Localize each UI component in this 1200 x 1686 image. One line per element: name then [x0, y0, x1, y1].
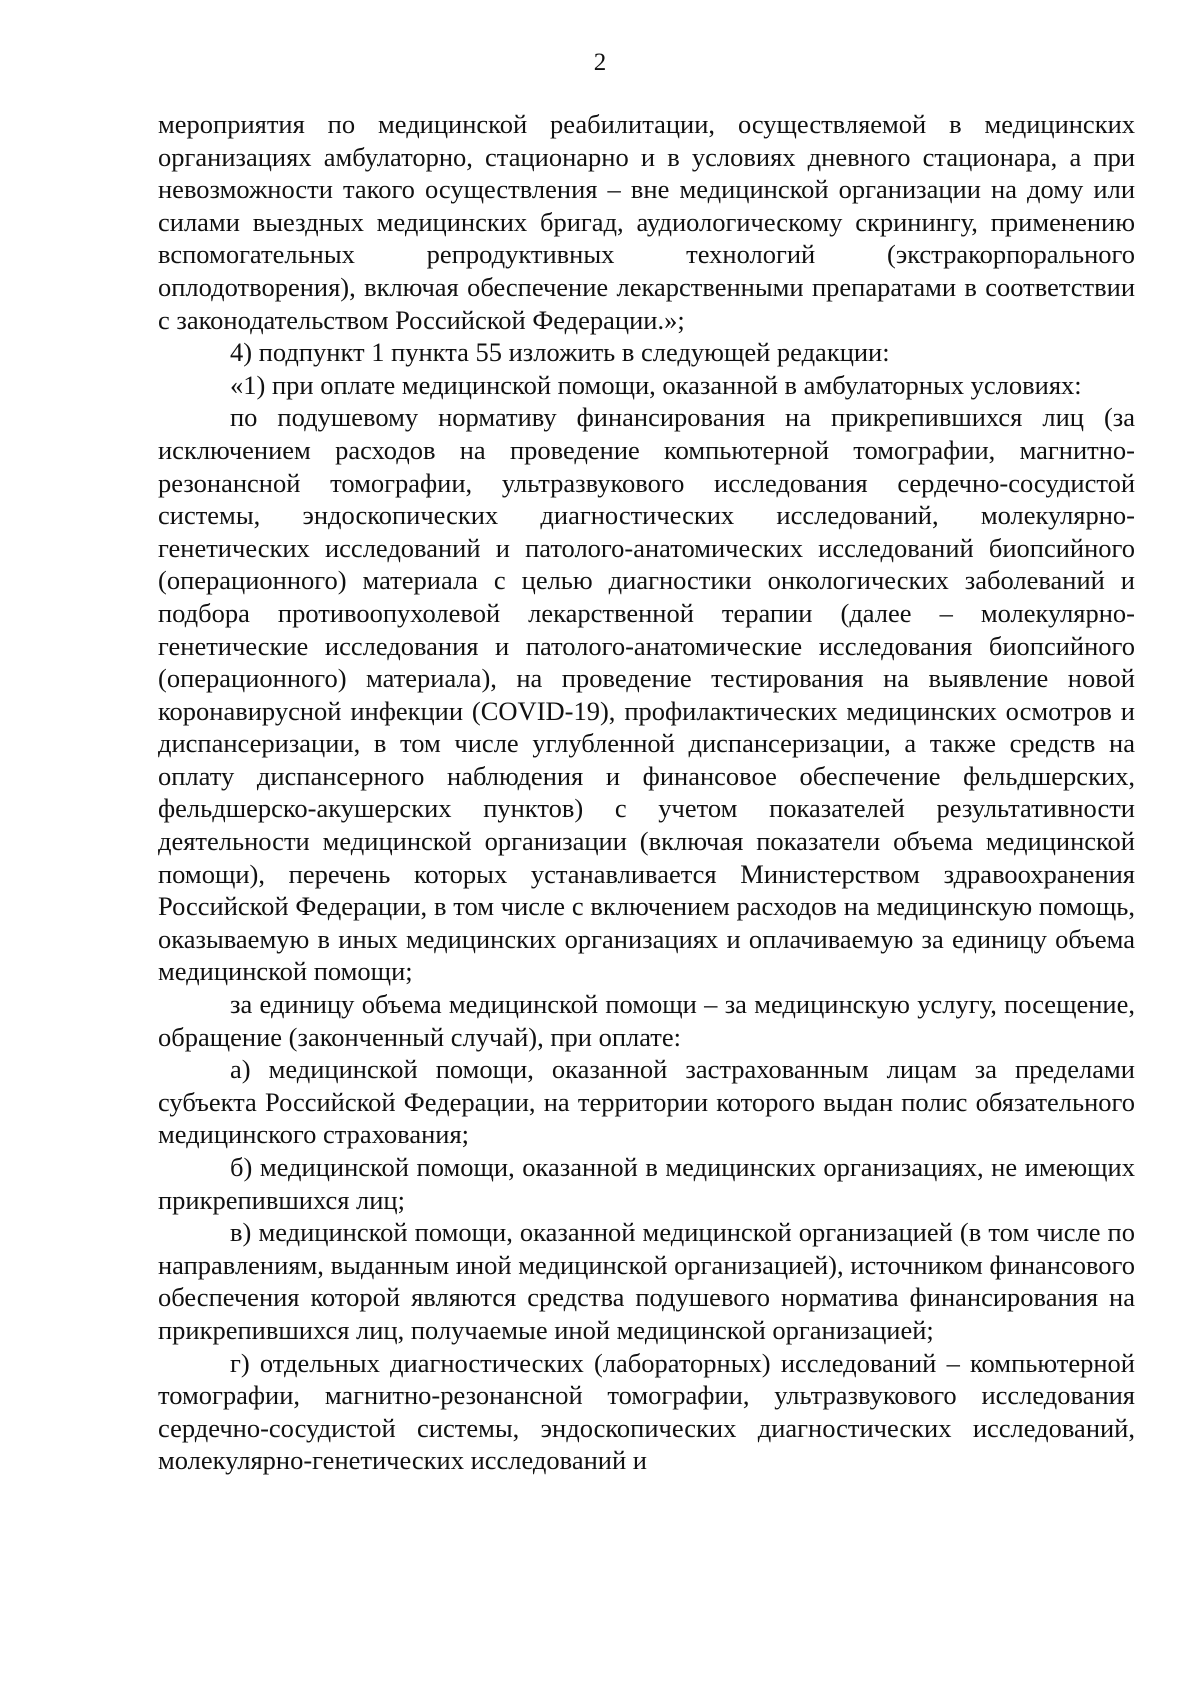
- document-body: [158, 108, 1135, 1477]
- page-number: 2: [593, 49, 607, 76]
- list-item-b: б) медицинской помощи, оказанной в медицинских организациях, не имеющих прикрепившихся лиц;: [158, 1152, 1135, 1215]
- list-item-g: г) отдельных диагностических (лабораторных) исследований – компьютерной томографии, магнитно-резонансной томографии, ультразвукового исследования сердечно-сосудистой системы, эндоскопических диагностических исследований, молекулярно-генетических исследований и: [158, 1347, 1135, 1476]
- paragraph-rehabilitation-continuation: мероприятия по медицинской реабилитации, осуществляемой в медицинских организациях амбулаторно, стационарно и в условиях дневного стационара, а при невозможности такого осуществления – вне медицинской организации на дому или силами выездных медицинских бригад, аудиологическому скринингу, применению вспомогательных репродуктивных технологий (экстракорпорального оплодотворения), включая обеспечение лекарственными препаратами в соответствии с законодательством Российской Федерации.»;: [158, 109, 1135, 335]
- paragraph-subitem-1-intro: «1) при оплате медицинской помощи, оказанной в амбулаторных условиях:: [230, 369, 1082, 400]
- paragraph-per-capita-norm: по подушевому нормативу финансирования на прикрепившихся лиц (за исключением расходов на проведение компьютерной томографии, магнитно-резонансной томографии, ультразвукового исследования сердечно-сосудистой системы, эндоскопических диагностических исследований, молекулярно-генетических исследований и патолого-анатомических исследований биопсийного (операционного) материала с целью диагностики онкологических заболеваний и подбора противоопухолевой лекарственной терапии (далее – молекулярно-генетические исследования и патолого-анатомические исследования биопсийного (операционного) материала), на проведение тестирования на выявление новой коронавирусной инфекции (COVID-19), профилактических медицинских осмотров и диспансеризации, в том числе углубленной диспансеризации, а также средств на оплату диспансерного наблюдения и финансовое обеспечение фельдшерских, фельдшерско-акушерских пунктов) с учетом показателей результативности деятельности медицинской организации (включая показатели объема медицинской помощи), перечень которых устанавливается Министерством здравоохранения Российской Федерации, в том числе с включением расходов на медицинскую помощь, оказываемую в иных медицинских организациях и оплачиваемую за единицу объема медицинской помощи;: [158, 402, 1135, 987]
- paragraph-per-unit-volume: за единицу объема медицинской помощи – за медицинскую услугу, посещение, обращение (законченный случай), при оплате:: [158, 989, 1135, 1052]
- list-item-a: а) медицинской помощи, оказанной застрахованным лицам за пределами субъекта Российской Федерации, на территории которого выдан полис обязательного медицинского страхования;: [158, 1054, 1135, 1150]
- paragraph-item-4-heading: 4) подпункт 1 пункта 55 изложить в следующей редакции:: [230, 337, 890, 368]
- list-item-v: в) медицинской помощи, оказанной медицинской организацией (в том числе по направлениям, выданным иной медицинской организацией), источником финансового обеспечения которой являются средства подушевого норматива финансирования на прикрепившихся лиц, получаемые иной медицинской организацией;: [158, 1217, 1135, 1345]
